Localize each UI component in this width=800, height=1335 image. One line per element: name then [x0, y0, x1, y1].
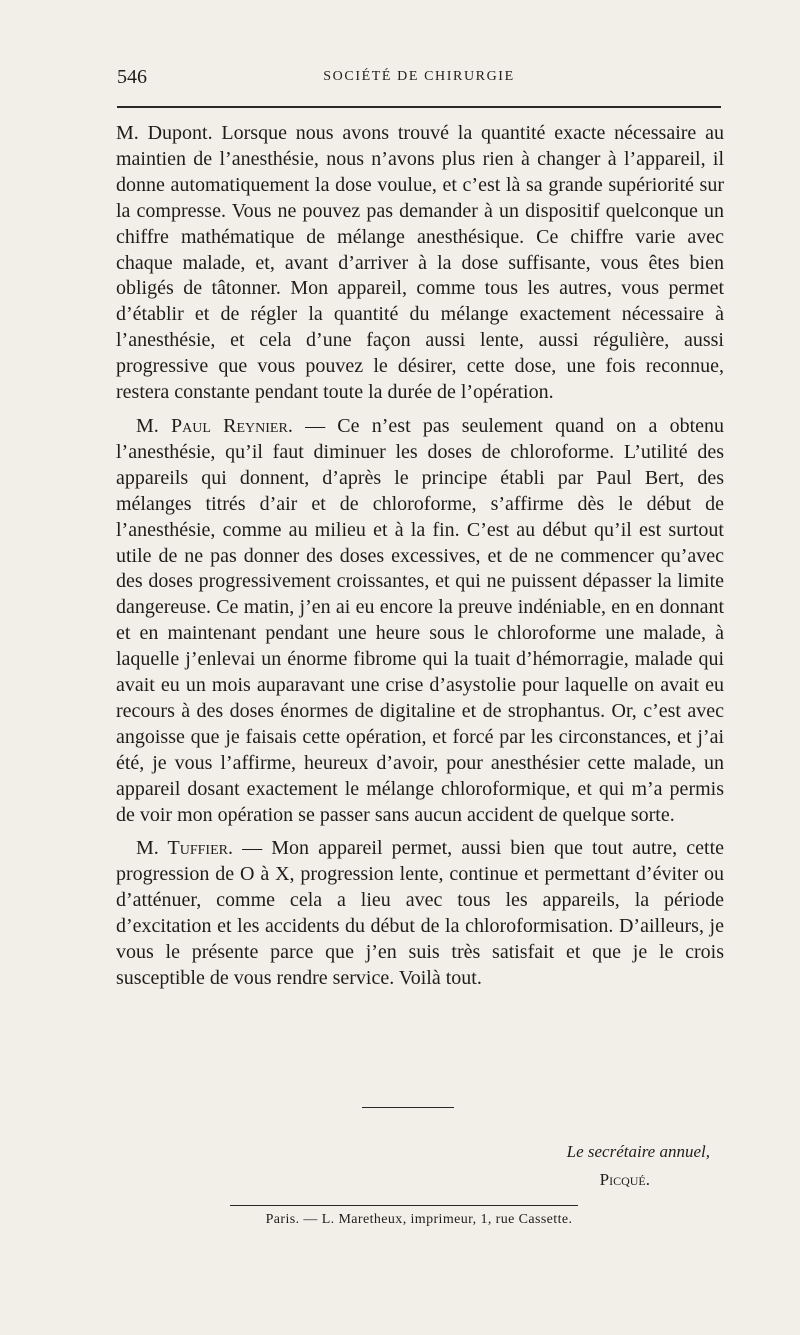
paragraph-text: — Ce n’est pas seulement quand on a obtenu l’anesthésie, qu’il faut diminuer les doses de chloroforme. L’utilité des appareils qui donnent, d’après le principe établi par Paul Bert, des mélanges titrés d’air et de chloroforme, s’affirme dès le début de l’anesthésie, comme au milieu et à la fin. C’est au début qu’il est surtout utile de ne pas donner des doses excessives, et de ne commencer qu’avec des doses progressivement croissantes, et qui ne puissent dépasser la limite dangereuse. Ce matin, j’en ai eu encore la preuve indéniable, en en donnant et en maintenant pendant une heure sous le chloroforme une malade, à laquelle j’enlevai un énorme fibrome qui la tuait d’hémorragie, malade qui avait eu un mois auparavant une crise d’asystolie pour laquelle on avait eu recours à des doses énormes de digitaline et de strophantus. Or, c’est avec angoisse que je faisais cette opération, et forcé par les circonstances, et j’ai été, je vous l’affirme, heureux d’avoir, pour anesthésier cette malade, un appareil dosant exactement le mélange chloroformique, et qui m’a permis de voir mon opération se passer sans aucun accident de quelque sorte. — [116, 414, 725, 826]
header-rule — [117, 106, 721, 108]
section-separator — [362, 1107, 454, 1108]
signature-name: Picqué. — [599, 1170, 650, 1189]
signature-block — [420, 1138, 710, 1194]
page-number: 546 — [117, 66, 147, 88]
paragraph-text: M. Dupont. Lorsque nous avons trouvé la quantité exacte nécessaire au maintien de l’anesthésie, nous n’avons plus rien à changer à l’appareil, il donne automatiquement la dose voulue, et c’est là sa grande supériorité sur la compresse. Vous ne pouvez pas demander à un dispositif quelconque un chiffre mathématique de mélange anesthésique. Ce chiffre varie avec chaque malade, et, avant d’arriver à la dose suffisante, vous êtes bien obligés de tâtonner. Mon appareil, comme tous les autres, vous permet d’établir et de régler la quantité du mélange exactement nécessaire à l’anesthésie, et cela d’une façon aussi lente, aussi régulière, aussi progressive que vous pouvez le désirer, cette dose, une fois reconnue, restera constante pendant toute la durée de l’opération. — [116, 122, 724, 404]
paragraph-dupont — [116, 121, 724, 406]
body-text — [116, 121, 724, 1000]
running-head — [117, 66, 721, 90]
footer-rule — [230, 1205, 578, 1206]
paragraph-reynier — [116, 414, 724, 829]
printer-imprint: Paris. — L. Maretheux, imprimeur, 1, rue Cassette. — [265, 1212, 573, 1227]
paragraph-tuffier — [116, 836, 724, 991]
paragraph-text: — Mon appareil permet, aussi bien que tout autre, cette progression de O à X, progression lente, continue et permettant d’éviter ou d’atténuer, comme cela a lieu avec tous les appareils, la période d’excitation et les accidents du début de la chloroformisation. D’ailleurs, je vous le présente parce que j’en suis très satisfait et que je le crois susceptible de vous rendre service. Voilà tout. — [116, 837, 725, 989]
running-title: SOCIÉTÉ DE CHIRURGIE — [323, 69, 515, 84]
speaker-name: M. Tuffier. — [136, 837, 233, 860]
signature-role: Le secrétaire annuel, — [566, 1142, 710, 1161]
speaker-name: M. Paul Reynier. — [136, 414, 293, 437]
